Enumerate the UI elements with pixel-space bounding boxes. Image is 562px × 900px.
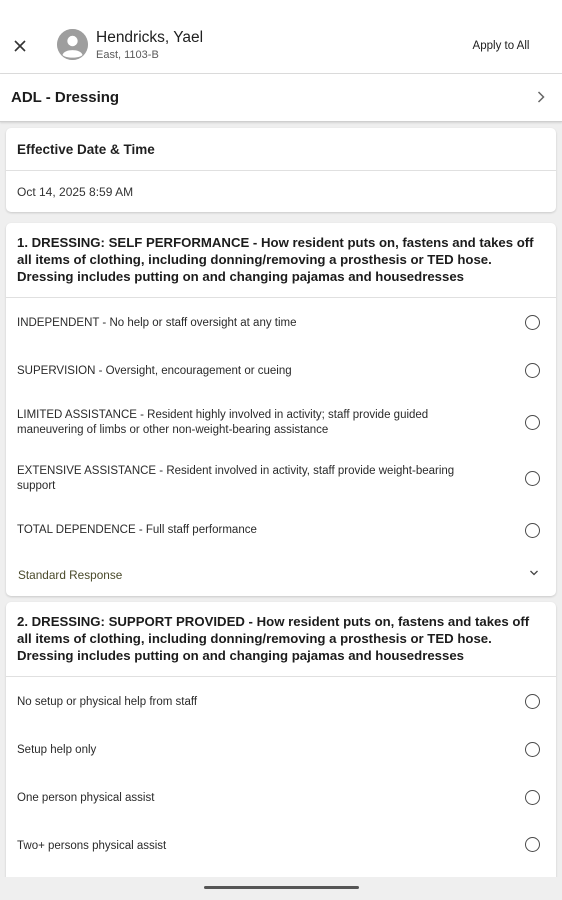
radio-button[interactable] xyxy=(525,837,540,852)
radio-button[interactable] xyxy=(525,471,540,486)
chevron-right-icon xyxy=(532,88,550,106)
top-bar xyxy=(0,0,562,74)
close-icon xyxy=(14,40,26,52)
standard-response-dropdown[interactable]: Standard Response xyxy=(18,568,123,582)
patient-name: Hendricks, Yael xyxy=(96,29,204,46)
section-selector[interactable] xyxy=(0,74,562,122)
question-card-self-performance xyxy=(6,223,556,596)
option-row[interactable] xyxy=(6,507,556,555)
question-text: 2. DRESSING: SUPPORT PROVIDED - How resident puts on, fastens and takes off all items of clothing, including donning/removing a prosthesis or TED hose. Dressing includes putting on and changing pajamas and housedresses xyxy=(6,602,556,677)
option-row[interactable] xyxy=(6,774,556,822)
option-row[interactable] xyxy=(6,299,556,347)
option-label: No setup or physical help from staff xyxy=(17,696,198,708)
option-label: EXTENSIVE ASSISTANCE - Resident involved in activity, staff provide weight-bearing support xyxy=(17,465,455,492)
effective-date-title: Effective Date & Time xyxy=(6,128,556,171)
radio-button[interactable] xyxy=(525,523,540,538)
apply-to-all-button[interactable]: Apply to All xyxy=(472,40,530,52)
option-label: INDEPENDENT - No help or staff oversight at any time xyxy=(17,317,297,329)
option-row[interactable] xyxy=(6,822,556,870)
option-row[interactable] xyxy=(6,726,556,774)
person-avatar-icon xyxy=(57,29,88,60)
option-label: Setup help only xyxy=(17,744,97,756)
section-title: ADL - Dressing xyxy=(11,89,120,106)
home-indicator[interactable] xyxy=(204,886,359,889)
patient-location: East, 1103-B xyxy=(96,49,159,61)
question-card-support-provided xyxy=(6,602,556,892)
option-row[interactable] xyxy=(6,451,556,507)
effective-date-value[interactable]: Oct 14, 2025 8:59 AM xyxy=(17,185,134,199)
option-row[interactable] xyxy=(6,395,556,451)
radio-button[interactable] xyxy=(525,363,540,378)
option-row[interactable] xyxy=(6,347,556,395)
option-label: One person physical assist xyxy=(17,792,155,804)
chevron-down-icon[interactable] xyxy=(527,566,541,580)
option-label: TOTAL DEPENDENCE - Full staff performance xyxy=(17,524,257,536)
option-label: Two+ persons physical assist xyxy=(17,840,167,852)
radio-button[interactable] xyxy=(525,742,540,757)
option-label: LIMITED ASSISTANCE - Resident highly involved in activity; staff provide guided maneuvering of limbs or other non-weight-bearing assistance xyxy=(17,409,429,436)
option-row[interactable] xyxy=(6,678,556,726)
close-button[interactable] xyxy=(8,34,32,58)
option-label: SUPERVISION - Oversight, encouragement or cueing xyxy=(17,365,292,377)
radio-button[interactable] xyxy=(525,694,540,709)
radio-button[interactable] xyxy=(525,315,540,330)
question-text: 1. DRESSING: SELF PERFORMANCE - How resident puts on, fastens and takes off all items of clothing, including donning/removing a prosthesis or TED hose. Dressing includes putting on and changing pajamas and housedresses xyxy=(6,223,556,298)
radio-button[interactable] xyxy=(525,790,540,805)
radio-button[interactable] xyxy=(525,415,540,430)
effective-date-card xyxy=(6,128,556,212)
